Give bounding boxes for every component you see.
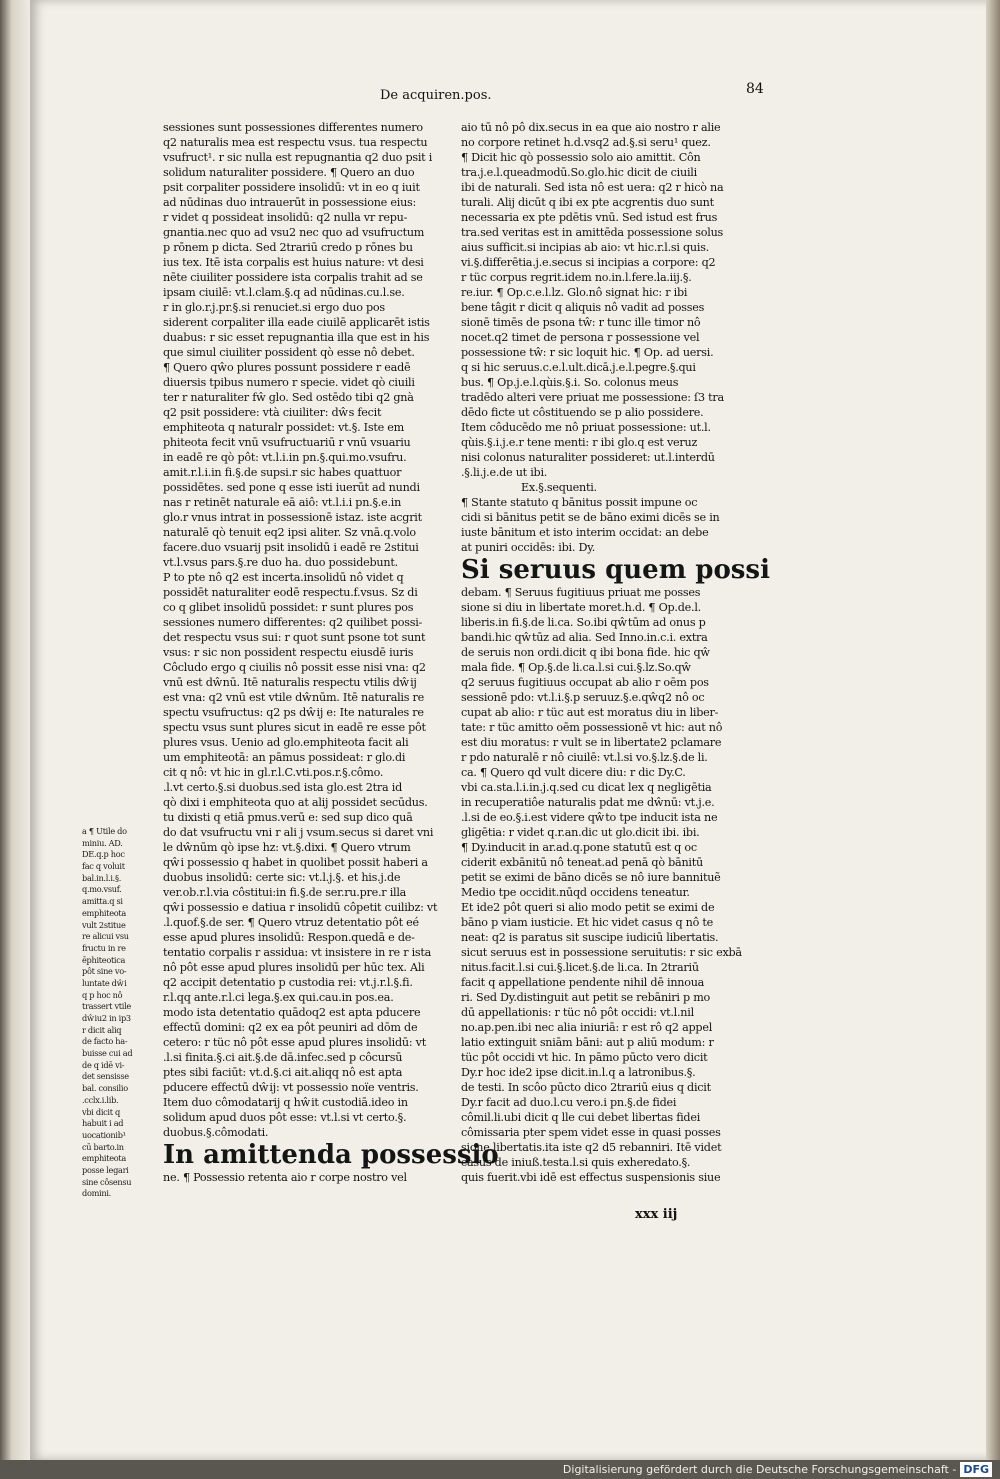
- text-line: amit.r.l.i.in fi.§.de supsi.r sic habes quattuor: [163, 466, 402, 479]
- text-line: ca. ¶ Quero qd vult dicere diu: r dic Dy.C.: [461, 766, 686, 779]
- margin-line: pôt sine vo-: [82, 966, 127, 977]
- text-line: q2 accipit detentatio p custodia rei: vt.j.r.l.§.fi.: [163, 976, 413, 989]
- text-line: bāno p viam iusticie. Et hic videt casus q nô te: [461, 916, 714, 929]
- text-line: vbi ca.sta.l.i.in.j.q.sed cu dicat lex q negligētia: [461, 781, 712, 794]
- margin-line: vult 2stitue: [82, 919, 126, 930]
- text-line: Côcludo ergo q ciuilis nô possit esse nisi vna: q2: [163, 661, 426, 674]
- text-line: P to pte nô q2 est incerta.insolidū nô videt q: [163, 571, 404, 584]
- text-line: sessiones sunt possessiones differentes numero: [163, 121, 423, 134]
- text-line: co q glibet insolidū possidet: r sunt plures pos: [163, 601, 414, 614]
- text-line: bandi.hic qŵtūz ad alia. Sed Inno.in.c.i. extra: [461, 631, 708, 644]
- text-line: tra.sed veritas est in amittēda possessione solus: [461, 226, 724, 239]
- text-line: r videt q possideat insolidū: q2 nulla vr repu-: [163, 211, 408, 224]
- text-line: qŵi possessio q habet in quolibet possit haberi a: [163, 856, 428, 869]
- text-line: modo ista detentatio quādoq2 est apta pducere: [163, 1006, 421, 1019]
- text-line: siderent corpaliter illa eade ciuilē applicarēt istis: [163, 316, 430, 329]
- text-line: .l.quof.§.de ser. ¶ Quero vtruz detentatio pôt eé: [163, 916, 419, 929]
- text-line: .l.si finita.§.ci ait.§.de dā.infec.sed p côcursū: [163, 1051, 403, 1064]
- text-line: vt.l.vsus pars.§.re duo ha. duo possidebunt.: [163, 556, 398, 569]
- text-line: sione libertatis.ita iste q2 d5 rebanniri. Itē videt: [461, 1141, 722, 1154]
- text-line: bus. ¶ Op.j.e.l.qùis.§.i. So. colonus meus: [461, 376, 679, 389]
- text-line: ad nūdinas duo intrauerūt in possessione eius:: [163, 196, 417, 209]
- text-line: ¶ Dicit hic qò possessio solo aio amittit. Côn: [461, 151, 701, 164]
- text-line: duobus.§.cômodati.: [163, 1126, 269, 1139]
- text-line: no corpore retinet h.d.vsq2 ad.§.si seru¹ quez.: [461, 136, 711, 149]
- text-line: Item côducēdo me nô priuat possessione: ut.l.: [461, 421, 711, 434]
- text-line: qŵi possessio e datiua r insolidū côpetit cuilibz: vt: [163, 901, 438, 914]
- text-line: tradēdo alteri vere priuat me possessione: ſ3 tra: [461, 391, 724, 404]
- text-line: vnū est dŵnū. Itē naturalis respectu vtilis dŵij: [163, 676, 417, 689]
- margin-line: .cclx.i.lib.: [82, 1094, 119, 1105]
- text-line: tate: r tüc amitto oēm possessionē vt hic: aut nô: [461, 721, 723, 734]
- text-line: phiteota fecit vnū vsufructuariū r vnū vsuariu: [163, 436, 411, 449]
- text-line: Medio tpe occidit.nūqd occidens teneatur.: [461, 886, 690, 899]
- text-line: effectū domini: q2 ex ea pôt peuniri ad dōm de: [163, 1021, 418, 1034]
- margin-line: luntate dŵi: [82, 977, 127, 988]
- margin-line: sine côsensu: [82, 1176, 132, 1187]
- margin-line: emphiteota: [82, 1153, 126, 1164]
- margin-line: DE.q.p hoc: [82, 849, 125, 860]
- text-line: Item duo cômodatarij q hŵit custodiā.ideo in: [163, 1096, 408, 1109]
- text-line: dū appellationis: r tüc nô pôt occidi: vt.l.nil: [461, 1006, 694, 1019]
- text-line: nisi colonus naturaliter possideret: ut.l.interdū: [461, 451, 715, 464]
- text-line: r in glo.r.j.pr.§.si renuciet.si ergo duo pos: [163, 301, 385, 314]
- text-line: um emphiteotā: an pāmus possideat: r glo.di: [163, 751, 406, 764]
- text-line: nēte ciuiliter possidere ista corpalis trahit ad se: [163, 271, 423, 284]
- text-line: duobus insolidū: certe sic: vt.l.j.§. et his.j.de: [163, 871, 401, 884]
- text-line: In amittenda possessio: [163, 1140, 499, 1170]
- dfg-logo: DFG: [960, 1462, 992, 1477]
- text-line: cômil.li.ubi dicit q lle cui debet libertas fidei: [461, 1111, 701, 1124]
- text-line: sessiones numero differentes: q2 quilibet possi-: [163, 616, 423, 629]
- text-line: cit q nô: vt hic in gl.r.l.C.vti.pos.r.§.cômo.: [163, 766, 384, 779]
- margin-line: buisse cui ad: [82, 1048, 133, 1059]
- margin-line: amitta.q si: [82, 896, 123, 907]
- text-line: cupat ab alio: r tüc aut est moratus diu in liber-: [461, 706, 719, 719]
- text-line: p rōnem p dicta. Sed 2trariū credo p rōnes bu: [163, 241, 413, 254]
- text-line: solidum naturaliter possidere. ¶ Quero an duo: [163, 166, 415, 179]
- text-line: dēdo ficte ut côstituendo se p alio possidere.: [461, 406, 704, 419]
- margin-line: fac q voluit: [82, 861, 125, 872]
- text-line: tentatio corpalis r assidua: vt insistere in re r ista: [163, 946, 432, 959]
- text-line: solidum apud duos pôt esse: vt.l.si vt certo.§.: [163, 1111, 407, 1124]
- text-line: ius tex. Itē ista corpalis est huius nature: vt desi: [163, 256, 424, 269]
- margin-line: emphiteota: [82, 907, 126, 918]
- margin-line: re alicui vsu: [82, 931, 129, 942]
- margin-line: habuit i ad: [82, 1118, 124, 1129]
- margin-line: bal.in.l.i.§.: [82, 872, 122, 883]
- text-line: possidēt naturaliter eodē respectu.f.vsus. Sz di: [163, 586, 418, 599]
- text-line: aio tū nô pô dix.secus in ea que aio nostro r alie: [461, 121, 721, 134]
- margin-line: a ¶ Utile do: [82, 826, 127, 836]
- text-line: r pdo naturalē r nô ciuilē: vt.l.si vo.§.lz.§.de li.: [461, 751, 708, 764]
- text-line: sionē timēs de psona tŵ: r tunc ille timor nô: [461, 316, 701, 329]
- text-line: Si seruus quem possi: [461, 555, 770, 585]
- left-text-column: [163, 120, 499, 1185]
- text-line: necessaria ex pte pdētis vnū. Sed istud est frus: [461, 211, 718, 224]
- margin-line: trassert vtile: [82, 1001, 131, 1012]
- margin-line: posse legari: [82, 1164, 129, 1175]
- book-gutter: [0, 0, 30, 1460]
- text-line: Dy.r hoc ide2 ipse dicit.in.l.q a latronibus.§.: [461, 1066, 696, 1079]
- text-line: .§.li.j.e.de ut ibi.: [461, 466, 548, 479]
- text-line: ne. ¶ Possessio retenta aio r corpe nostro vel: [163, 1171, 407, 1184]
- text-line: det respectu vsus sui: r quot sunt psone tot sunt: [163, 631, 426, 644]
- text-line: cidi si bānitus petit se de bāno eximi dicēs se in: [461, 511, 720, 524]
- text-line: ver.ob.r.l.via côstitui:in fi.§.de ser.ru.pre.r illa: [163, 886, 407, 899]
- text-line: glo.r vnus intrat in possessionē istaz. iste acgrit: [163, 511, 422, 524]
- text-line: le dŵnūm qò ipse hz: vt.§.dixi. ¶ Quero vtrum: [163, 841, 411, 854]
- text-line: .l.vt certo.§.si duobus.sed ista glo.est 2tra id: [163, 781, 402, 794]
- text-line: liberis.in fi.§.de li.ca. So.ibi qŵtūm ad onus p: [461, 616, 706, 629]
- text-line: ipsam ciuilē: vt.l.clam.§.q ad nūdinas.cu.l.se.: [163, 286, 405, 299]
- text-line: Et ide2 pôt queri si alio modo petit se eximi de: [461, 901, 715, 914]
- text-line: ¶ Quero qŵo plures possunt possidere r eadē: [163, 361, 411, 374]
- text-line: duabus: r sic esset repugnantia illa que est in his: [163, 331, 430, 344]
- margin-line: dŵiu2 in ip3: [82, 1013, 131, 1023]
- text-line: naturalē qò tenuit eq2 ipsi aliter. Sz vnā.q.volo: [163, 526, 416, 539]
- text-line: nô pôt esse apud plures insolidū per hūc tex. Ali: [163, 961, 425, 974]
- text-line: nocet.q2 timet de persona r possessione vel: [461, 331, 700, 344]
- text-line: iuste bānitum et isto interim occidat: an debe: [461, 526, 709, 539]
- text-line: possessione tŵ: r sic loquit hic. ¶ Op. ad uersi.: [461, 346, 714, 359]
- text-line: plures vsus. Uenio ad glo.emphiteota facit ali: [163, 736, 409, 749]
- margin-line: r dicit aliq: [82, 1024, 122, 1035]
- text-line: pducere effectū dŵij: vt possessio noïe ventris.: [163, 1081, 419, 1094]
- text-line: neat: q2 is paratus sit suscipe iudiciū libertatis.: [461, 931, 719, 944]
- page-edge: [986, 0, 1000, 1460]
- margin-line: cū barto.in: [82, 1141, 124, 1152]
- text-line: no.ap.pen.ibi nec alia iniuriā: r est rô q2 appel: [461, 1021, 713, 1034]
- text-line: sicut seruus est in possessione seruitutis: r sic exbā: [461, 946, 742, 959]
- text-line: facit q appellatione pendente nihil dē innoua: [461, 976, 705, 989]
- text-line: ri. Sed Dy.distinguit aut petit se rebāniri p mo: [461, 991, 711, 1004]
- text-line: sione si diu in libertate moret.h.d. ¶ Op.de.l.: [461, 601, 701, 614]
- text-line: tra.j.e.l.queadmodū.So.glo.hic dicit de ciuili: [461, 166, 697, 179]
- text-line: que simul ciuiliter possident qò esse nô debet.: [163, 346, 415, 359]
- margin-line: bal. consilio: [82, 1083, 128, 1094]
- text-line: ter r naturaliter fŵ glo. Sed ostēdo tibi q2 gnà: [163, 391, 414, 404]
- text-line: est diu moratus: r vult se in libertate2 pclamare: [461, 736, 722, 749]
- text-line: vi.§.differētia.j.e.secus si incipias a corpore: q2: [461, 256, 716, 269]
- text-line: diuersis tpibus numero r specie. videt qò ciuili: [163, 376, 415, 389]
- text-line: vsus: r sic non possident respectu eiusdē iuris: [163, 646, 414, 659]
- text-line: casus de iniuß.testa.l.si quis exheredato.§.: [461, 1156, 691, 1169]
- footer-text: Digitalisierung gefördert durch die Deutsche Forschungsgemeinschaft -: [562, 1463, 957, 1476]
- text-line: aius sufficit.si incipias ab aio: vt hic.r.l.si quis.: [461, 241, 710, 254]
- text-line: vsufruct¹. r sic nulla est repugnantia q2 duo psit i: [163, 151, 433, 164]
- text-line: cetero: r tüc nô pôt esse apud plures insolidū: vt: [163, 1036, 426, 1049]
- text-line: Dy.r facit ad duo.l.cu vero.i pn.§.de fidei: [461, 1096, 677, 1109]
- folio-number: 84: [746, 81, 764, 97]
- text-line: spectu vsufructus: q2 ps dŵij e: Ite naturales re: [163, 706, 424, 719]
- text-line: spectu vsus sunt plures sicut in eadē re esse pôt: [163, 721, 426, 734]
- text-line: ¶ Stante statuto q bānitus possit impune oc: [461, 496, 698, 509]
- text-line: q2 seruus fugitiuus occupat ab alio r oēm pos: [461, 676, 709, 689]
- running-header: De acquiren.pos.: [380, 88, 492, 103]
- text-line: bene tâgit r dicit q aliquis nô vadit ad posses: [461, 301, 705, 314]
- text-line: nitus.facit.l.si cui.§.licet.§.de li.ca. In 2trariū: [461, 961, 699, 974]
- marginal-note: [82, 826, 152, 1200]
- text-line: latio extinguit sniām bāni: aut p aliū modum: r: [461, 1036, 714, 1049]
- text-line: in eadē re qò pôt: vt.l.i.in pn.§.qui.mo.vsufru.: [163, 451, 407, 464]
- margin-line: miniu. AD.: [82, 837, 123, 848]
- text-line: ptes sibi faciūt: vt.d.§.ci ait.aliqq nô est apta: [163, 1066, 403, 1079]
- text-line: in recuperatiôe naturalis pdat me dŵnū: vt.j.e.: [461, 796, 715, 809]
- text-line: mala fide. ¶ Op.§.de li.ca.l.si cui.§.lz.So.qŵ: [461, 661, 691, 674]
- margin-line: ēphiteotica: [82, 954, 126, 965]
- digitization-footer: [0, 1460, 1000, 1479]
- text-line: Ex.§.sequenti.: [521, 481, 597, 494]
- text-line: quis fuerit.vbi idē est effectus suspensionis siue: [461, 1171, 721, 1184]
- margin-line: q p hoc nô: [82, 989, 123, 1000]
- text-line: tüc pôt occidi vt hic. In pāmo pūcto vero dicit: [461, 1051, 708, 1064]
- margin-line: vbi dicit q: [82, 1106, 120, 1117]
- text-line: ¶ Dy.inducit in ar.ad.q.pone statutū est q oc: [461, 841, 697, 854]
- text-line: gligētia: r videt q.r.an.dic ut glo.dicit ibi. ibi.: [461, 826, 700, 839]
- text-line: petit se eximi de bāno dicēs se nô iure bannituẽ: [461, 871, 721, 884]
- text-line: re.iur. ¶ Op.c.e.l.lz. Glo.nô signat hic: r ibi: [461, 286, 688, 299]
- margin-line: de facto ha-: [82, 1036, 128, 1047]
- text-line: ciderit exbānitū nô teneat.ad penā qò bānitū: [461, 856, 703, 869]
- text-line: sessionē pdo: vt.l.i.§.p seruuz.§.e.qŵq2 nô oc: [461, 691, 705, 704]
- text-line: est vna: q2 vnū est vtile dŵnūm. Itē naturalis re: [163, 691, 425, 704]
- signature-mark: xxx iij: [635, 1207, 678, 1222]
- text-line: debam. ¶ Seruus fugitiuus priuat me posses: [461, 586, 701, 599]
- text-line: emphiteota q naturalr possidet: vt.§. Iste em: [163, 421, 404, 434]
- text-line: tu dixisti q etiā pmus.verū e: sed sup dico quā: [163, 811, 413, 824]
- text-line: esse apud plures insolidū: Respon.quedā e de-: [163, 931, 415, 944]
- text-line: q si hic seruus.c.e.l.ult.dicā.j.e.l.pegre.§.qui: [461, 361, 696, 374]
- text-line: facere.duo vsuarij psit insolidū i eadē re 2stitui: [163, 541, 419, 554]
- text-line: r tüc corpus regrit.idem no.in.l.fere.la.iij.§.: [461, 271, 692, 284]
- margin-line: domini.: [82, 1188, 111, 1199]
- text-line: turali. Alij dicūt q ibi ex pte acgrentis duo sunt: [461, 196, 714, 209]
- text-line: do dat vsufructu vni r ali j vsum.secus si daret vni: [163, 826, 434, 839]
- margin-line: det sensisse: [82, 1071, 129, 1082]
- margin-line: uocationib¹: [82, 1129, 126, 1140]
- text-line: gnantia.nec quo ad vsu2 nec quo ad vsufructum: [163, 226, 425, 239]
- text-line: psit corpaliter possidere insolidū: vt in eo q iuit: [163, 181, 420, 194]
- margin-line: q.mo.vsuf.: [82, 884, 122, 895]
- text-line: r.l.qq ante.r.l.ci lega.§.ex qui.cau.in pos.ea.: [163, 991, 394, 1004]
- text-line: de seruis non ordi.dicit q ibi bona fide. hic qŵ: [461, 646, 710, 659]
- text-line: ibi de naturali. Sed ista nô est uera: q2 r hicò na: [461, 181, 724, 194]
- text-line: q2 naturalis mea est respectu vsus. tua respectu: [163, 136, 428, 149]
- margin-line: fructu in re: [82, 942, 126, 953]
- text-line: qùis.§.i.j.e.r tene menti: r ibi glo.q est veruz: [461, 436, 698, 449]
- text-line: q2 psit possidere: vtà ciuiliter: dŵs fecit: [163, 406, 382, 419]
- text-line: at puniri occidēs: ibi. Dy.: [461, 541, 596, 554]
- text-line: cômissaria pter spem videt esse in quasi posses: [461, 1126, 721, 1139]
- text-line: de testi. In scôo pūcto dico 2trariū eius q dicit: [461, 1081, 711, 1094]
- right-text-column: [461, 120, 770, 1185]
- text-line: possidētes. sed pone q esse isti iuerūt ad nundi: [163, 481, 420, 494]
- margin-line: de q idē vi-: [82, 1059, 125, 1070]
- text-line: .l.si de eo.§.i.est videre qŵto tpe inducit ista ne: [461, 811, 718, 824]
- text-line: nas r retinēt naturale eā aiô: vt.l.i.i pn.§.e.in: [163, 496, 402, 509]
- text-line: qò dixi i emphiteota quo at alij possidet secūdus.: [163, 796, 428, 809]
